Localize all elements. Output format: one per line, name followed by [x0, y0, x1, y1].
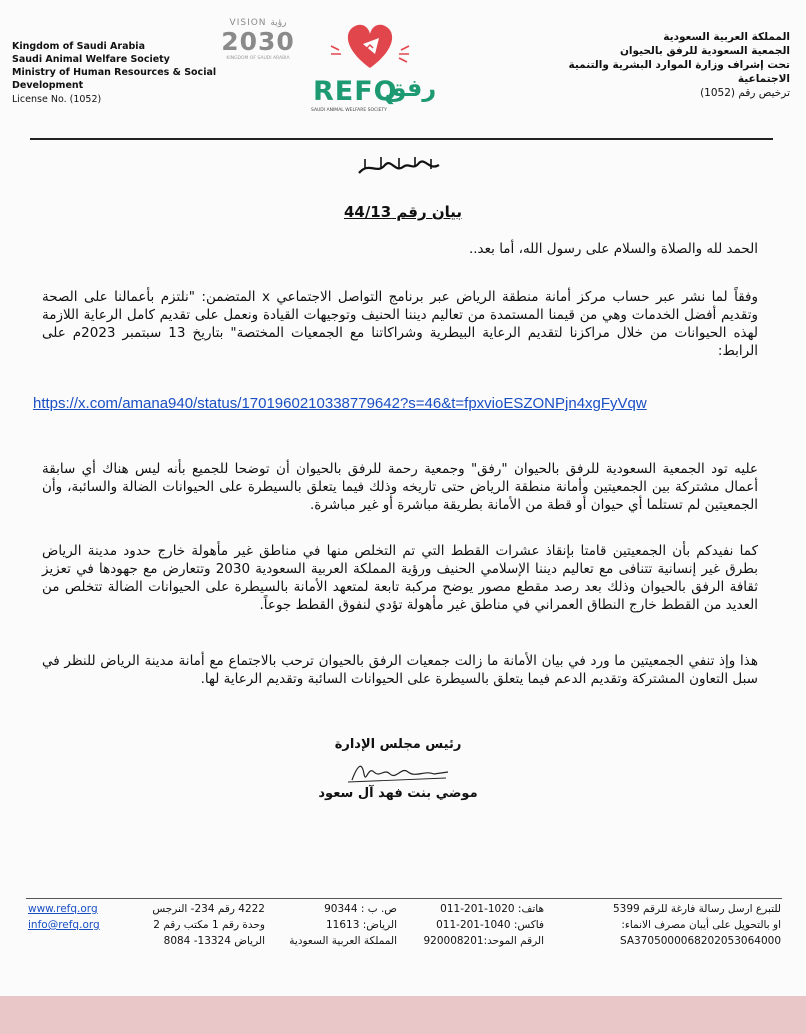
footer-text: او بالتحويل على أيبان مصرف الانماء:: [621, 919, 781, 931]
footer-text: فاكس: 1040-201-011: [436, 919, 544, 931]
website-link[interactable]: www.refq.org: [28, 903, 98, 915]
refq-subtitle: SAUDI ANIMAL WELFARE SOCIETY: [311, 108, 387, 113]
vision-label-ar: رؤية: [270, 18, 287, 28]
iban-number: SA3705000068202053064000: [619, 935, 781, 947]
paragraph-clarification: عليه تود الجمعية السعودية للرفق بالحيوان "رفق" وجمعية رحمة للرفق بالحيوان أن توضحا للجميع بأنه ليس هناك أي سابقة أعمال مشتركة بين الجمعيتين وأمانة منطقة الرياض حتى تاريخه وذلك فيما يتعلق بالسيطرة على الحيوانات الضالة والسائبة، وأن الجمعيتين لم تستلما أي حيوان أو قطة من الأمانة بطريقة مباشرة أو غير مباشرة.: [42, 461, 758, 513]
header-ar-line: الاجتماعية: [737, 73, 790, 85]
footer-text: هاتف: 1020-201-011: [440, 903, 544, 915]
header-divider: [30, 138, 773, 140]
signature-block: [308, 737, 488, 801]
footer-donation-column: [556, 901, 781, 949]
header-ar-line: تحت إشراف وزارة الموارد البشرية والتنمية: [568, 59, 790, 71]
footer-po-column: [272, 901, 397, 949]
header-en-line: Ministry of Human Resources & Social: [12, 67, 217, 78]
footer-color-band: [0, 996, 806, 1034]
header-ar-line: المملكة العربية السعودية: [663, 31, 790, 43]
header-english-block: [12, 40, 217, 106]
license-number-ar: ترخيص رقم (1052): [700, 87, 790, 99]
footer-text: وحدة رقم 1 مكتب رقم 2: [153, 919, 265, 931]
footer-text: الرياض: 11613: [325, 919, 397, 931]
footer-text: الرقم الموحد:920008201: [423, 935, 544, 947]
paragraph-quote: وفقاً لما نشر عبر حساب مركز أمانة منطقة الرياض عبر برنامج التواصل الاجتماعي x المتضمن: "نلتزم بأعمالنا على الصحة وتقديم أفضل الخدمات وهي من قيمنا المستمدة من تعاليم ديننا الحنيف وتوجيهات القيادة ونعمل على تقديم كامل الرعاية اللازمة لهذه الحيوانات من خلال مراكزنا لتقديم الرعاية البيطرية وشراكاتنا مع الجمعيات المختصة" بتاريخ 13 سبتمبر 2023م على الرابط:: [42, 289, 758, 359]
vision-label: VISION: [229, 18, 267, 28]
license-number-en: License No. (1052): [12, 94, 102, 105]
statement-title: بيان رقم 44/13: [343, 203, 463, 221]
header-en-line: Kingdom of Saudi Arabia: [12, 41, 145, 52]
header-en-line: Development: [12, 80, 84, 91]
email-link[interactable]: info@refq.org: [28, 919, 100, 931]
header-en-line: Saudi Animal Welfare Society: [12, 54, 170, 65]
signatory-name: موضي بنت فهد آل سعود: [318, 786, 478, 801]
paragraph-closing: هذا وإذ تنفي الجمعيتين ما ورد في بيان الأمانة ما زالت جمعيات الرفق بالحيوان ترحب بالاجتماع مع أمانة مدينة الرياض للنظر في سبل التعاون المشتركة وتقديم الدعم فيما يتعلق بالسيطرة على الحيوانات السائبة وتقديم الرعاية لها.: [42, 653, 758, 687]
vision-2030-logo: [218, 18, 298, 61]
refq-wordmark: REFQ: [313, 76, 398, 107]
handwritten-signature: [338, 756, 458, 790]
footer-text: الرياض 13324- 8084: [163, 935, 265, 947]
refq-logo: [305, 10, 437, 113]
source-post-link[interactable]: https://x.com/amana940/status/1701960210338779642?s=46&t=fpxvioESZONPjn4xgFyVqw: [33, 395, 647, 412]
footer-text: ص. ب : 90344: [324, 903, 397, 915]
footer-text: المملكة العربية السعودية: [289, 935, 397, 947]
footer-address-column: [110, 901, 265, 949]
header-arabic-block: [550, 30, 790, 100]
footer-contact-column: [409, 901, 544, 949]
footer-text: للتبرع ارسل رسالة فارغة للرقم 5399: [612, 903, 781, 915]
footer-web-column: [28, 901, 100, 933]
vision-sub: KINGDOM OF SAUDI ARABIA: [226, 56, 290, 61]
header-ar-line: الجمعية السعودية للرفق بالحيوان: [619, 45, 790, 57]
footer-text: 4222 رقم 234- النرجس: [152, 903, 265, 915]
signatory-role: رئيس مجلس الإدارة: [334, 737, 462, 752]
greeting-paragraph: الحمد لله والصلاة والسلام على رسول الله، أما بعد..: [468, 241, 758, 257]
refq-wordmark-ar: رفق: [385, 74, 437, 102]
footer-divider: [26, 898, 782, 899]
vision-year: 2030: [221, 27, 295, 56]
basmala-calligraphy: [355, 153, 445, 179]
paragraph-rescue: كما نفيدكم بأن الجمعيتين قامتا بإنقاذ عشرات القطط التي تم التخلص منها في مناطق غير مأهولة خارج حدود مدينة الرياض بطرق غير إنسانية تتنافى مع تعاليم ديننا الإسلامي الحنيف ورؤية المملكة العربية السعودية 2030 وتتعارض مع جهودها في تعزيز ثقافة الرفق بالحيوان وذلك بعد رصد مقطع مصور يوضح مركبة تابعة لمتعهد الأمانة بالسيطرة على الحيوانات الضالة تتخلص من العديد من القطط خارج النطاق العمراني في مناطق غير مأهولة تؤدي لنفوق القطط جوعاً.: [42, 543, 758, 613]
footer: [26, 901, 782, 951]
heart-cat-dog-icon: [305, 10, 435, 76]
